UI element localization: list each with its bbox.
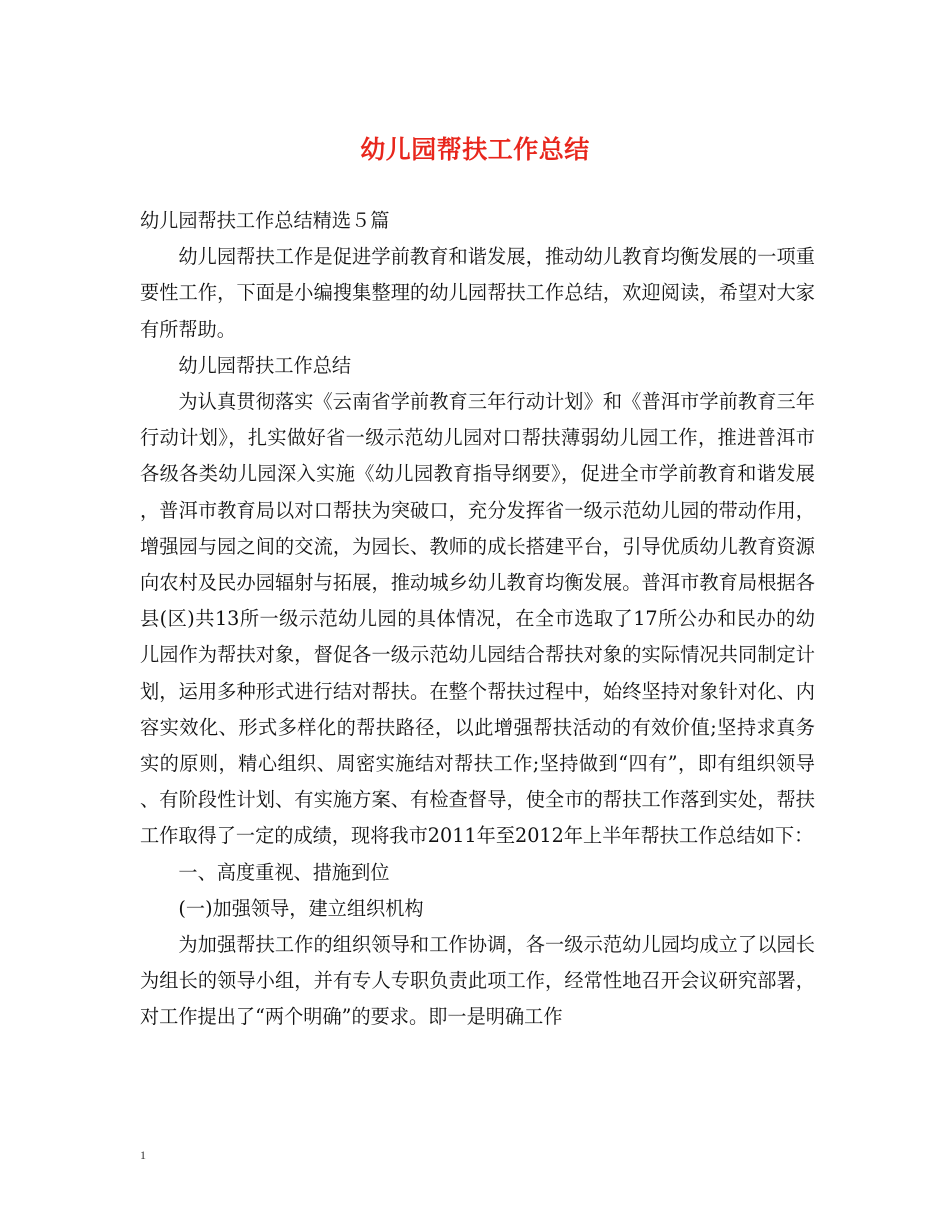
intro-paragraph: 幼儿园帮扶工作是促进学前教育和谐发展，推动幼儿教育均衡发展的一项重要性工作，下面是小编搜集整理的幼儿园帮扶工作总结，欢迎阅读，希望对大家有所帮助。 (140, 245, 815, 341)
document-subtitle: 幼儿园帮扶工作总结精选５篇 (140, 209, 390, 232)
section-heading: 幼儿园帮扶工作总结 (178, 353, 352, 377)
body-paragraph: 为加强帮扶工作的组织领导和工作协调，各一级示范幼儿园均成立了以园长为组长的领导小组，并有专人专职负责此项工作，经常性地召开会议研究部署，对工作提出了“两个明确”的要求。即一是明确工作 (140, 933, 815, 1029)
document-title: 幼儿园帮扶工作总结 (360, 135, 590, 164)
subsection-subheading: (一)加强领导，建立组织机构 (178, 896, 424, 920)
main-paragraph: 为认真贯彻落实《云南省学前教育三年行动计划》和《普洱市学前教育三年行动计划》，扎实做好省一级示范幼儿园对口帮扶薄弱幼儿园工作，推进普洱市各级各类幼儿园深入实施《幼儿园教育指导纲要》，促进全市学前教育和谐发展，普洱市教育局以对口帮扶为突破口，充分发挥省一级示范幼儿园的带动作用，增强园与园之间的交流，为园长、教师的成长搭建平台，引导优质幼儿教育资源向农村及民办园辐射与拓展，推动城乡幼儿教育均衡发展。普洱市教育局根据各县(区)共13所一级示范幼儿园的具体情况，在全市选取了17所公办和民办的幼儿园作为帮扶对象，督促各一级示范幼儿园结合帮扶对象的实际情况共同制定计划，运用多种形式进行结对帮扶。在整个帮扶过程中，始终坚持对象针对化、内容实效化、形式多样化的帮扶路径，以此增强帮扶活动的有效价值;坚持求真务实的原则，精心组织、周密实施结对帮扶工作;坚持做到“四有”，即有组织领导、有阶段性计划、有实施方案、有检查督导，使全市的帮扶工作落到实处，帮扶工作取得了一定的成绩，现将我市2011年至2012年上半年帮扶工作总结如下： (140, 390, 815, 848)
document-body (140, 203, 815, 1036)
page-number: 1 (140, 1148, 146, 1162)
subsection-heading: 一、高度重视、措施到位 (178, 860, 390, 884)
